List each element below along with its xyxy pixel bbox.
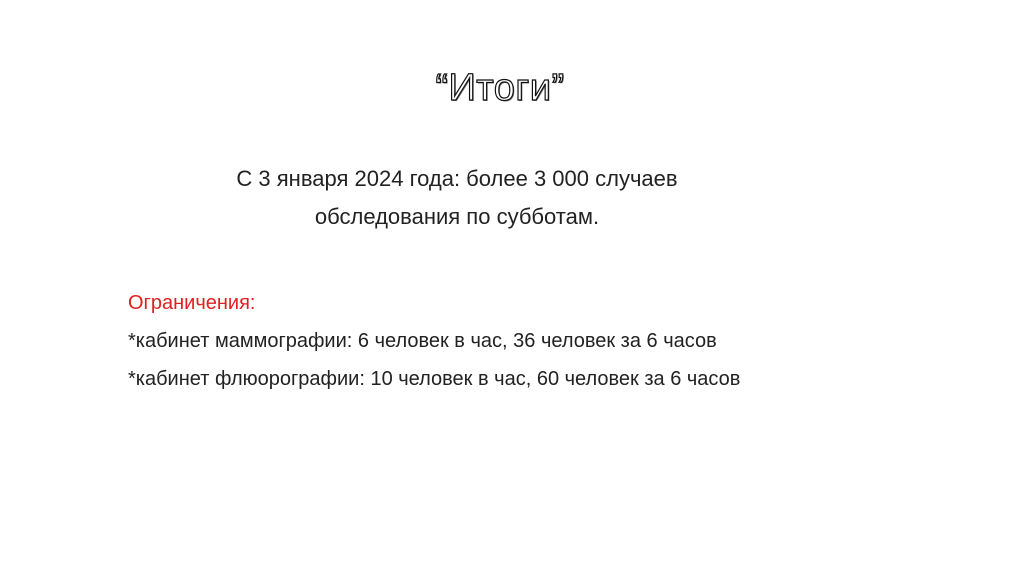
- slide-title: “Итоги”: [435, 67, 565, 109]
- summary-line-1: С 3 января 2024 года: более 3 000 случаев: [236, 166, 678, 191]
- limits-section: [128, 284, 988, 398]
- limits-item-mammography: *кабинет маммографии: 6 человек в час, 36 человек за 6 часов: [128, 330, 717, 352]
- limits-heading: Ограничения:: [128, 292, 256, 314]
- limits-item-fluorography: *кабинет флюорографии: 10 человек в час, 60 человек за 6 часов: [128, 368, 741, 390]
- summary-text: [0, 160, 914, 236]
- summary-line-2: обследования по субботам.: [314, 204, 600, 229]
